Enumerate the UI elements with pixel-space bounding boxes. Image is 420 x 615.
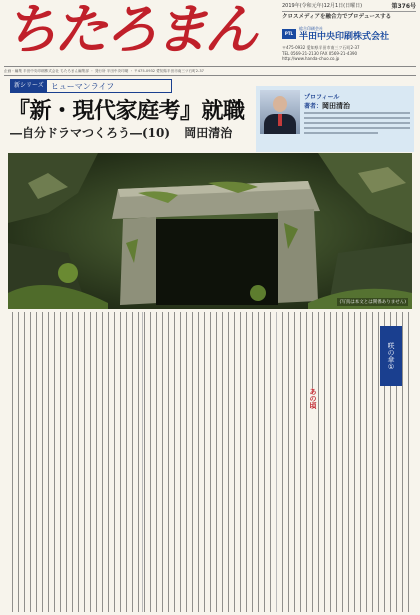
article-subhead bbox=[10, 124, 232, 141]
portrait-tie bbox=[278, 114, 282, 126]
company-banner bbox=[282, 25, 416, 43]
masthead bbox=[4, 2, 284, 64]
profile-header bbox=[304, 92, 350, 111]
photo-caption: (写真は本文とは関係ありません) bbox=[339, 300, 406, 305]
article-photo bbox=[8, 153, 412, 309]
phone-line: TEL 0569-21-2130 FAX 0569-21-4390 bbox=[282, 50, 358, 56]
author-portrait bbox=[260, 90, 300, 134]
article-headline: 『新・現代家庭考』就職 bbox=[8, 98, 245, 124]
company-name: 半田中央印刷株式会社 bbox=[299, 32, 390, 42]
text-line bbox=[304, 122, 410, 124]
header-rule-text: 企画・編集 半田中央印刷株式会社 ちたろまん編集部 ・ 発行所 半田中央印刷 ・ 〒475-0932 愛知県半田市南三ツ石町2-37 bbox=[4, 66, 416, 76]
author-name: 岡田清治 bbox=[184, 126, 233, 140]
company-sub: 総合印刷会社 bbox=[299, 26, 323, 31]
series-badge: 新シリーズ bbox=[11, 80, 47, 92]
issue-line bbox=[282, 3, 416, 12]
article-body bbox=[8, 312, 412, 612]
issue-date: 2019年(令和元年)12月1日(日曜日) bbox=[282, 3, 363, 9]
profile-name: 岡田清治 bbox=[322, 102, 351, 110]
text-line bbox=[304, 112, 410, 114]
company-logo-icon: PTL bbox=[282, 29, 296, 39]
profile-name-label: 著者： bbox=[304, 103, 323, 110]
subhead-text: ―自分ドラマつくろう―(10) bbox=[10, 126, 171, 140]
address-line: 〒475-0932 愛知県半田市南三ツ石町2-37 bbox=[282, 45, 360, 50]
masthead-title: ちたろまん bbox=[4, 0, 254, 61]
stone-ruin-image bbox=[8, 153, 412, 309]
issue-info bbox=[282, 3, 416, 62]
text-line bbox=[304, 127, 410, 129]
portrait-face bbox=[273, 96, 287, 112]
issue-number: 第376号 bbox=[391, 3, 416, 10]
section-heading: あの頃 bbox=[308, 388, 318, 440]
text-line bbox=[304, 117, 410, 119]
company-address bbox=[282, 45, 416, 62]
series-tag bbox=[10, 79, 172, 93]
profile-label: プロフィール bbox=[304, 94, 340, 101]
series-name: ヒューマンライフ bbox=[50, 81, 115, 91]
column-divider bbox=[276, 312, 277, 612]
url-line[interactable]: http://www.handa-chuo.co.jp bbox=[282, 56, 340, 61]
sidebar-vertical-label: 咲の傘① bbox=[380, 326, 402, 386]
text-line bbox=[304, 132, 378, 134]
column-divider bbox=[142, 312, 143, 612]
author-profile bbox=[256, 86, 414, 152]
profile-text bbox=[304, 112, 410, 137]
tagline: クロスメディアを融合力でプロデュースする bbox=[282, 14, 392, 20]
